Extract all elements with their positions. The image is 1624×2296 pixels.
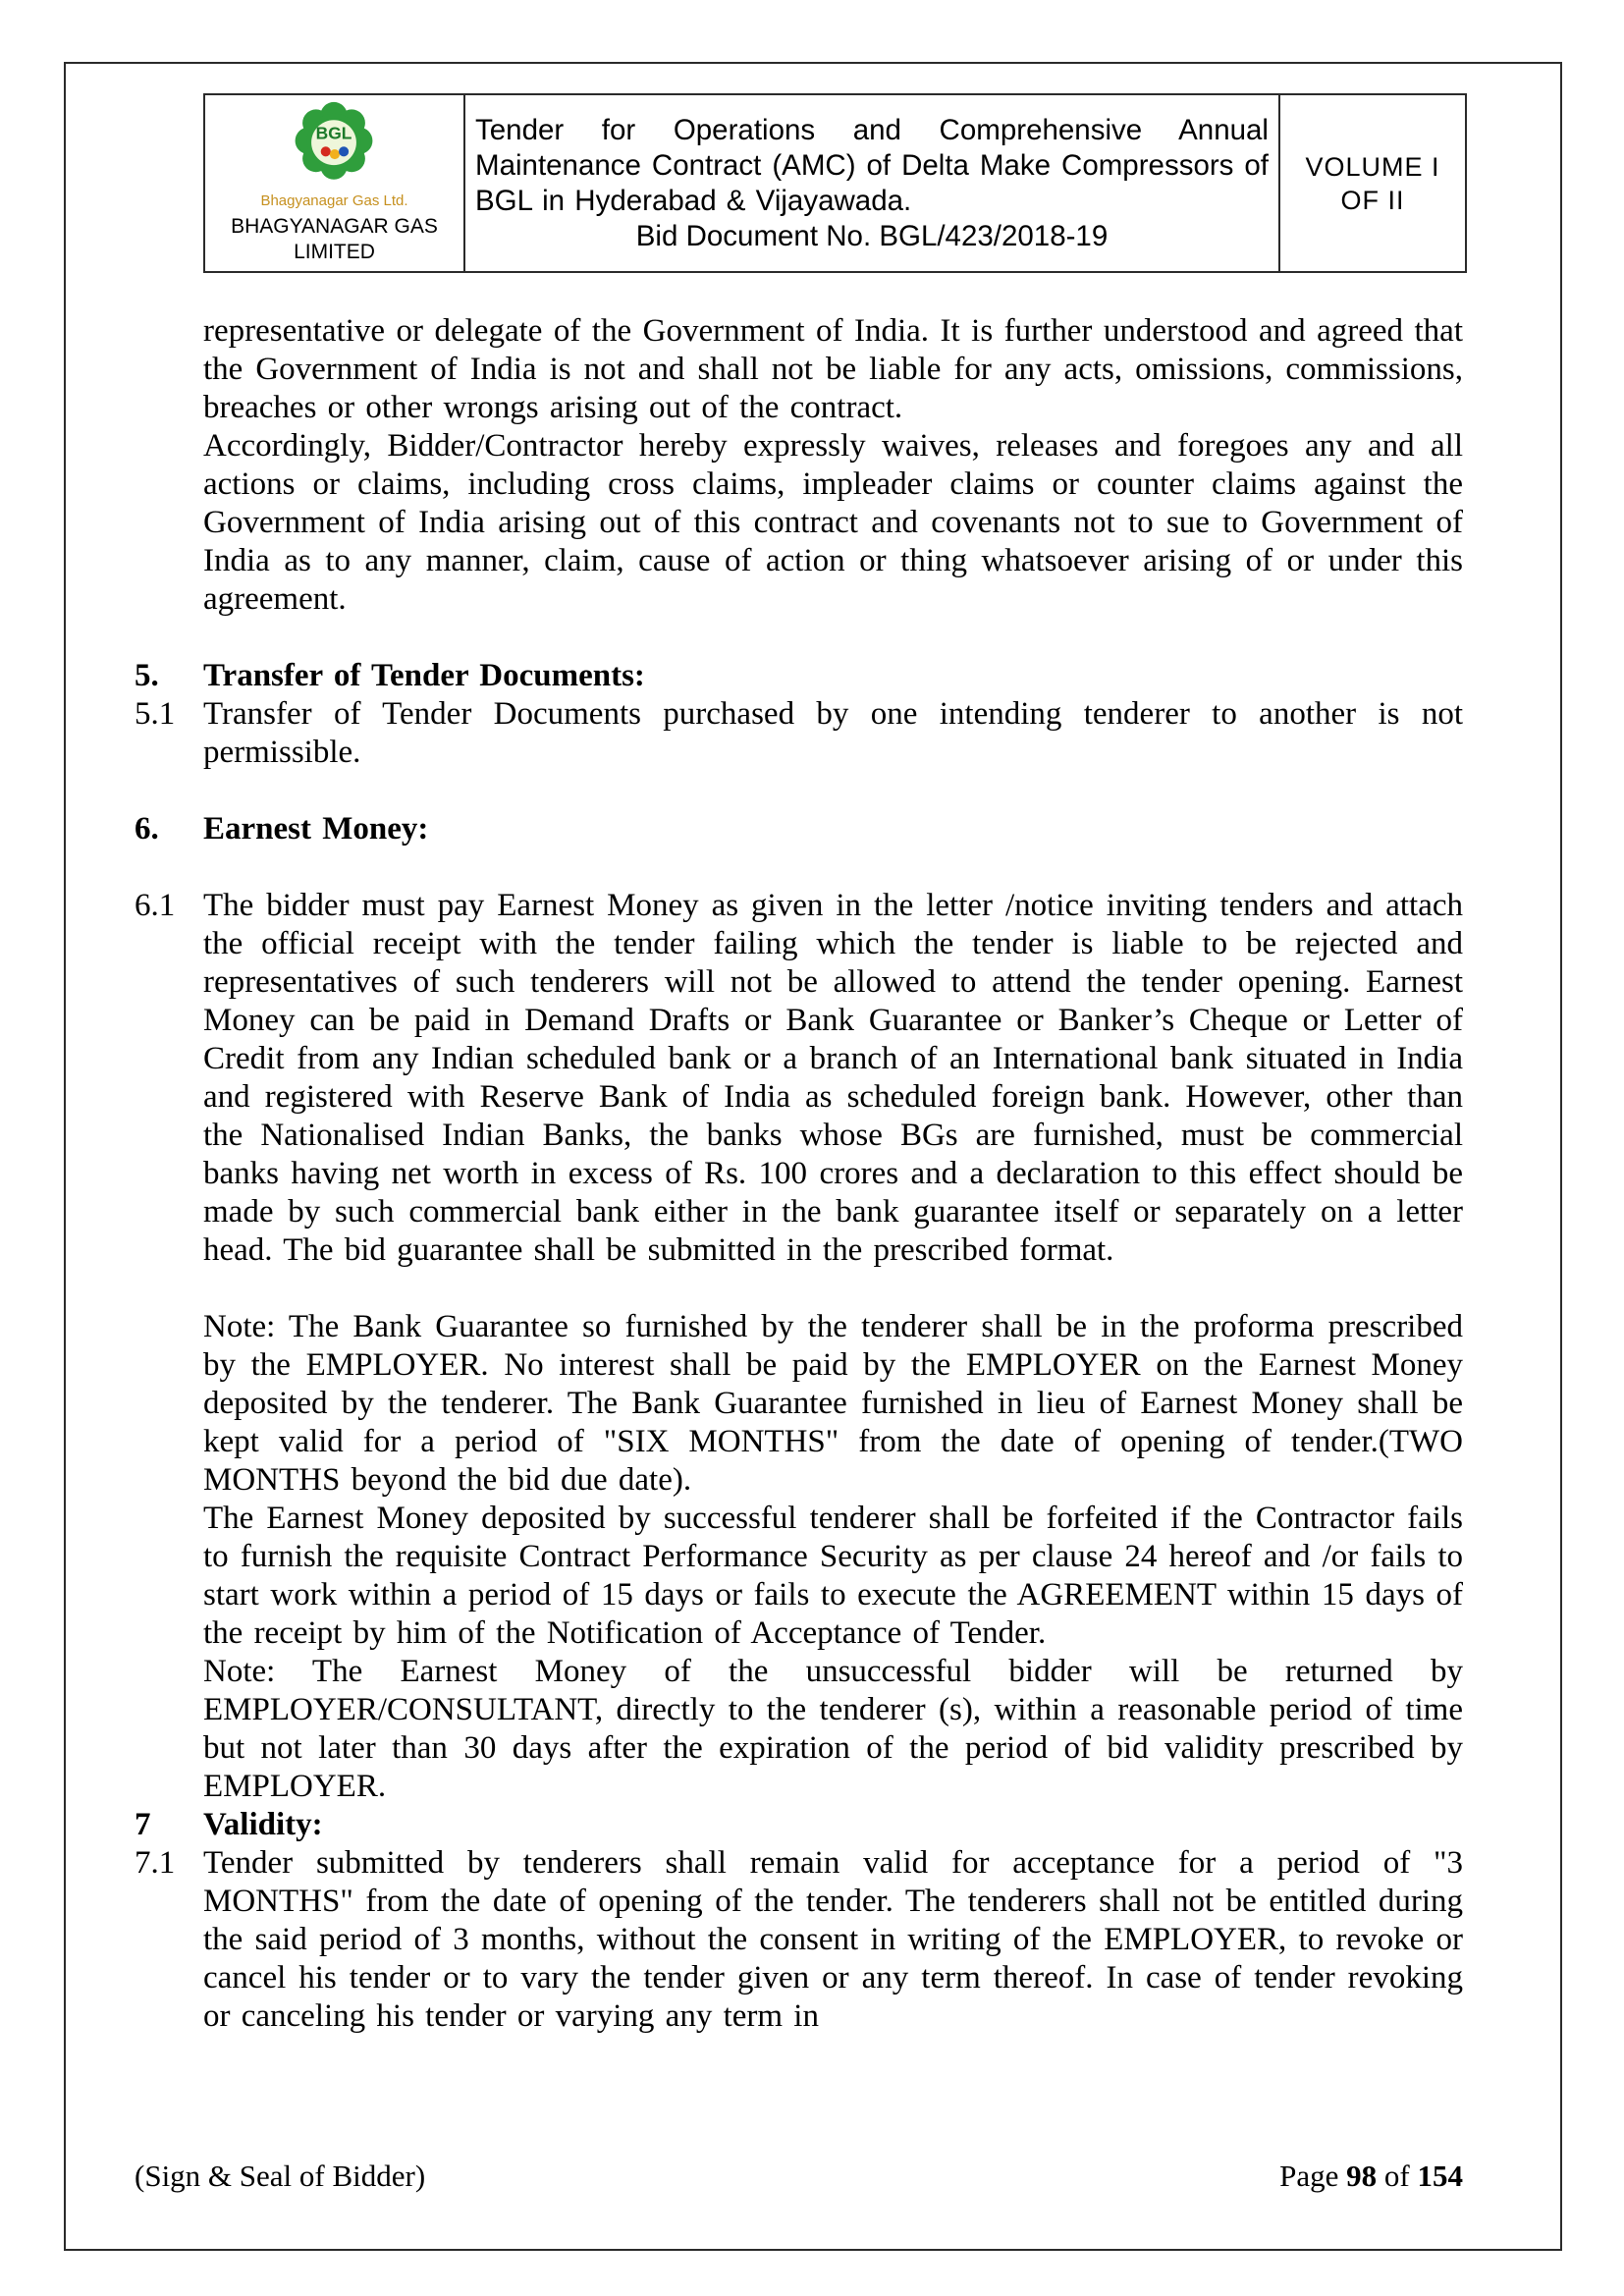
company-name: BHAGYANAGAR GAS LIMITED: [231, 215, 438, 263]
company-logo: [260, 101, 407, 209]
clause-number: 7: [135, 1807, 151, 1842]
paragraph: [135, 1653, 1463, 1806]
bid-document-number: Bid Document No. BGL/423/2018-19: [635, 219, 1109, 252]
logo-monogram: BGL: [316, 123, 352, 143]
clause-text: The Earnest Money deposited by successful tenderer shall be forfeited if the Contractor fails to furnish the requisite Contract Performance Security as per clause 24 hereof and /or fails to start work within a period of 15 days or fails to execute the AGREEMENT within 15 days of the receipt by him of the Notification of Acceptance of Tender.: [203, 1501, 1463, 1651]
header-table: [203, 93, 1467, 273]
clause-text: Note: The Earnest Money of the unsuccessful bidder will be returned by EMPLOYER/CONSULTANT, directly to the tenderer (s), within a reasonable period of time but not later than 30 days after the expiration of the period of bid validity prescribed by EMPLOYER.: [203, 1654, 1463, 1804]
document-title: Tender for Operations and Comprehensive Annual Maintenance Contract (AMC) of Delta Make Compressors of BGL in Hyderabad & Vijayawada.: [475, 113, 1269, 217]
title-cell: [464, 94, 1279, 272]
section-heading: [135, 810, 1463, 848]
paragraph: [135, 1500, 1463, 1653]
clause-text: representative or delegate of the Government of India. It is further understood and agreed that the Government of India is not and shall not be liable for any acts, omissions, commissions, breaches or other wrongs arising out of the contract.: [203, 313, 1463, 425]
section-heading: [135, 1806, 1463, 1844]
logo-cell: [204, 94, 464, 272]
clause-number: [135, 1653, 203, 1806]
clause-number: 5.: [135, 658, 159, 693]
page-indicator: [1279, 2158, 1463, 2195]
clause-number: [135, 1500, 203, 1653]
logo-subtext: Bhagyanagar Gas Ltd.: [260, 192, 408, 209]
clause-text: Accordingly, Bidder/Contractor hereby expressly waives, releases and foregoes any and all actions or claims, including cross claims, impleader claims or counter claims against the Government of India arising out of this contract and covenants not to sue to Government of India as to any manner, claim, cause of action or thing whatsoever arising of or under this agreement.: [203, 428, 1463, 617]
document-body: [135, 312, 1463, 2036]
paragraph: [135, 887, 1463, 1270]
paragraph: [135, 1844, 1463, 2036]
clause-text: Transfer of Tender Documents:: [203, 658, 645, 693]
paragraph: [135, 695, 1463, 772]
paragraph: [135, 427, 1463, 619]
logo-red-dot-icon: [321, 146, 331, 156]
page-footer: [135, 2158, 1463, 2195]
page-border: [64, 62, 1562, 2251]
clause-text: Tender submitted by tenderers shall remain valid for acceptance for a period of "3 MONTHS" from the date of opening of the tender. The tenderers shall not be entitled during the said period of 3 months, without the consent in writing of the EMPLOYER, to revoke or cancel his tender or to vary the tender given or any term thereof. In case of tender revoking or canceling his tender or varying any term in: [203, 1845, 1463, 2034]
paragraph: [135, 312, 1463, 427]
volume-cell: [1279, 94, 1466, 272]
logo-blue-dot-icon: [340, 146, 350, 156]
clause-number: [135, 312, 203, 427]
clause-number: 7.1: [135, 1845, 176, 1881]
page-number: 98: [1346, 2159, 1378, 2193]
clause-text: Earnest Money:: [203, 811, 429, 847]
clause-text: The bidder must pay Earnest Money as given in the letter /notice inviting tenders and attach the official receipt with the tender failing which the tender is liable to be rejected and representatives of such tenderers will not be allowed to attend the tender opening. Earnest Money can be paid in Demand Drafts or Bank Guarantee or Banker’s Cheque or Letter of Credit from any Indian scheduled bank or a branch of an International bank situated in India and registered with Reserve Bank of India as scheduled foreign bank. However, other than the Nationalised Indian Banks, the banks whose BGs are furnished, must be commercial banks having net worth in excess of Rs. 100 crores and a declaration to this effect should be made by such commercial bank either in the bank guarantee itself or separately on a letter head. The bid guarantee shall be submitted in the prescribed format.: [203, 888, 1463, 1268]
clause-number: [135, 1308, 203, 1500]
volume-line1: VOLUME I: [1305, 151, 1440, 182]
clause-text: Validity:: [203, 1807, 323, 1842]
paragraph: [135, 1308, 1463, 1500]
page-word: Page: [1279, 2159, 1347, 2193]
sign-seal-label: (Sign & Seal of Bidder): [135, 2159, 426, 2193]
page-total: 154: [1417, 2159, 1463, 2193]
clause-number: 6.1: [135, 888, 176, 923]
clause-text: Transfer of Tender Documents purchased by one intending tenderer to another is not permissible.: [203, 696, 1463, 770]
clause-number: 6.: [135, 811, 159, 847]
clause-number: 5.1: [135, 696, 176, 732]
clause-number: [135, 427, 203, 619]
volume-line2: OF II: [1340, 185, 1405, 215]
logo-yellow-dot-icon: [330, 149, 340, 159]
bgl-logo-icon: [289, 101, 379, 188]
clause-text: Note: The Bank Guarantee so furnished by the tenderer shall be in the proforma prescribed by the EMPLOYER. No interest shall be paid by the EMPLOYER on the Earnest Money deposited by the tenderer. The Bank Guarantee furnished in lieu of Earnest Money shall be kept valid for a period of "SIX MONTHS" from the date of opening of tender.(TWO MONTHS beyond the bid due date).: [203, 1309, 1463, 1498]
section-heading: [135, 657, 1463, 695]
of-word: of: [1377, 2159, 1418, 2193]
